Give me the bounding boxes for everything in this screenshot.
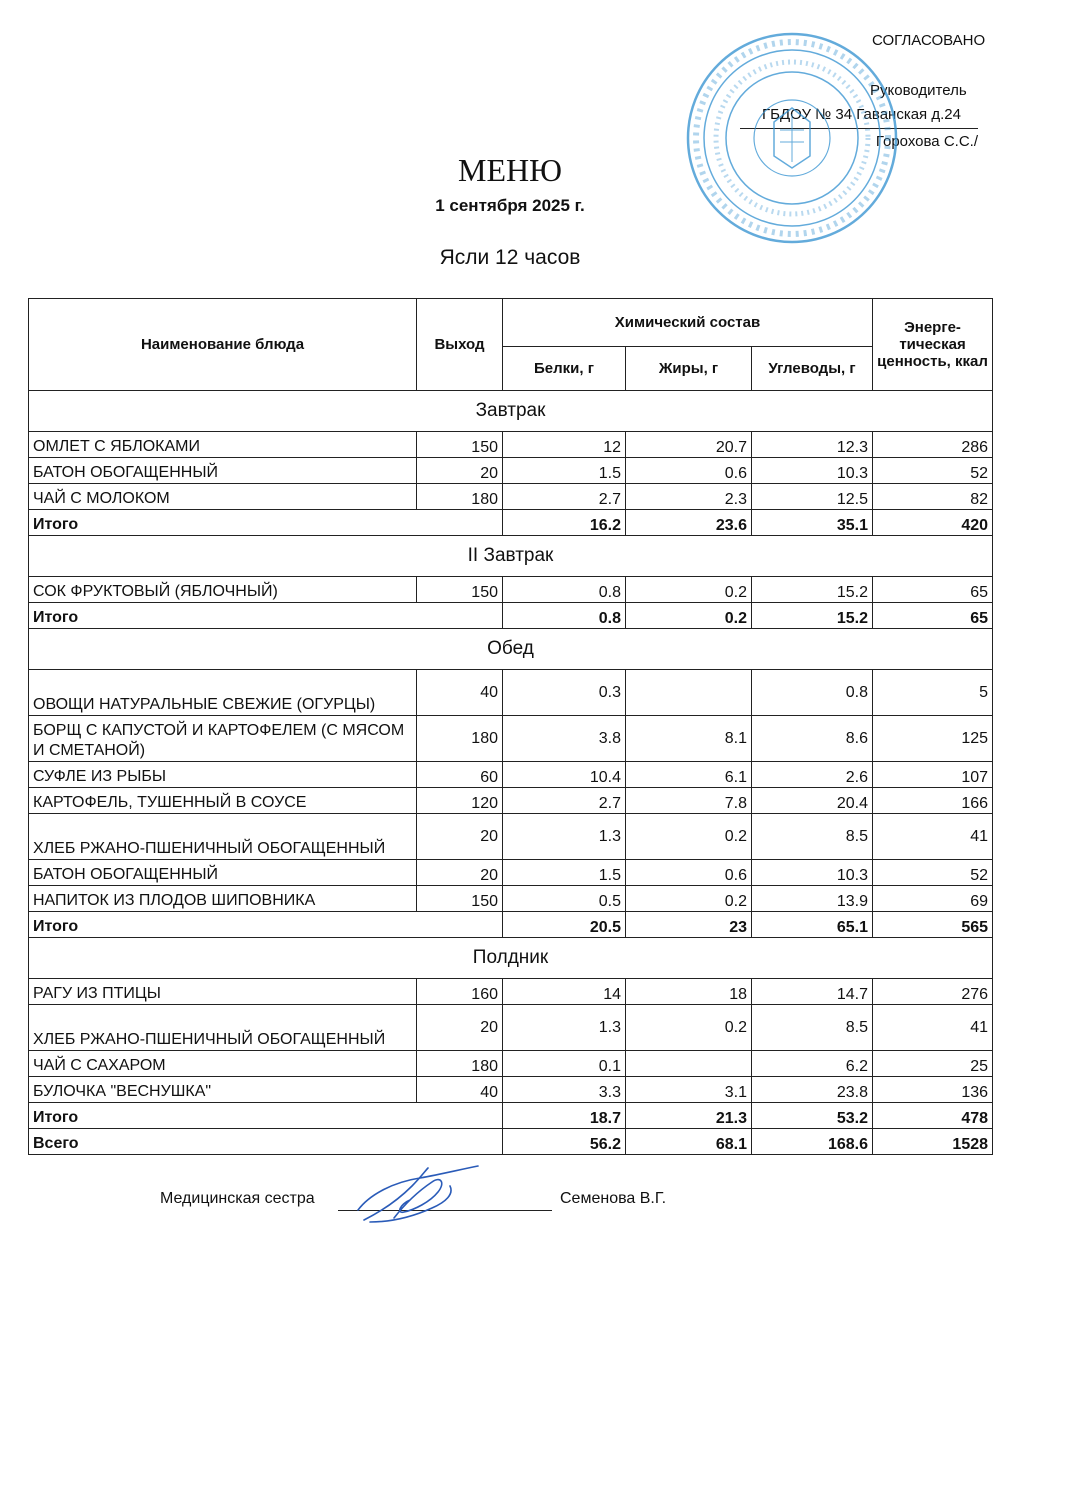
dish-protein: 0.1 — [503, 1051, 626, 1077]
header-energy: Энерге-тическая ценность, ккал — [873, 299, 993, 391]
dish-protein: 1.3 — [503, 1005, 626, 1051]
dish-fat: 0.6 — [626, 458, 752, 484]
subtotal-carbs: 35.1 — [752, 510, 873, 536]
dish-carbs: 13.9 — [752, 886, 873, 912]
subtotal-fat: 23.6 — [626, 510, 752, 536]
dish-yield: 150 — [417, 886, 503, 912]
table-row — [29, 1077, 993, 1103]
dish-energy: 41 — [873, 814, 993, 860]
dish-fat: 2.3 — [626, 484, 752, 510]
menu-table — [28, 298, 993, 1155]
dish-yield: 120 — [417, 788, 503, 814]
dish-yield: 180 — [417, 484, 503, 510]
dish-energy: 25 — [873, 1051, 993, 1077]
subtotal-label: Итого — [29, 603, 503, 629]
header-composition: Химический состав — [503, 299, 873, 347]
dish-energy: 52 — [873, 458, 993, 484]
approval-position: Руководитель — [870, 82, 967, 99]
dish-name: ХЛЕБ РЖАНО-ПШЕНИЧНЫЙ ОБОГАЩЕННЫЙ — [29, 814, 417, 860]
table-row — [29, 577, 993, 603]
dish-fat: 3.1 — [626, 1077, 752, 1103]
dish-carbs: 8.5 — [752, 814, 873, 860]
header-yield: Выход — [417, 299, 503, 391]
dish-name: ОВОЩИ НАТУРАЛЬНЫЕ СВЕЖИЕ (ОГУРЦЫ) — [29, 670, 417, 716]
dish-name: ОМЛЕТ С ЯБЛОКАМИ — [29, 432, 417, 458]
header-dish-name: Наименование блюда — [29, 299, 417, 391]
dish-carbs: 8.5 — [752, 1005, 873, 1051]
header-protein: Белки, г — [503, 347, 626, 391]
dish-protein: 12 — [503, 432, 626, 458]
dish-energy: 136 — [873, 1077, 993, 1103]
dish-energy: 286 — [873, 432, 993, 458]
dish-name: ЧАЙ С МОЛОКОМ — [29, 484, 417, 510]
dish-fat: 20.7 — [626, 432, 752, 458]
dish-protein: 10.4 — [503, 762, 626, 788]
dish-energy: 65 — [873, 577, 993, 603]
dish-protein: 1.5 — [503, 458, 626, 484]
table-row — [29, 1051, 993, 1077]
dish-name: БОРЩ С КАПУСТОЙ И КАРТОФЕЛЕМ (С МЯСОМ И СМЕТАНОЙ) — [29, 716, 417, 762]
subtotal-row — [29, 603, 993, 629]
dish-fat: 0.2 — [626, 1005, 752, 1051]
subtotal-energy: 420 — [873, 510, 993, 536]
header-fat: Жиры, г — [626, 347, 752, 391]
subtotal-row — [29, 1103, 993, 1129]
dish-name: НАПИТОК ИЗ ПЛОДОВ ШИПОВНИКА — [29, 886, 417, 912]
age-group: Ясли 12 часов — [439, 246, 581, 269]
dish-carbs: 20.4 — [752, 788, 873, 814]
table-row — [29, 458, 993, 484]
dish-protein: 2.7 — [503, 788, 626, 814]
dish-protein: 1.5 — [503, 860, 626, 886]
grand-total-carbs: 168.6 — [752, 1129, 873, 1155]
dish-carbs: 12.3 — [752, 432, 873, 458]
dish-energy: 82 — [873, 484, 993, 510]
dish-protein: 3.3 — [503, 1077, 626, 1103]
subtotal-label: Итого — [29, 510, 503, 536]
subtotal-energy: 478 — [873, 1103, 993, 1129]
table-row — [29, 814, 993, 860]
dish-name: СОК ФРУКТОВЫЙ (ЯБЛОЧНЫЙ) — [29, 577, 417, 603]
subtotal-protein: 20.5 — [503, 912, 626, 938]
subtotal-protein: 16.2 — [503, 510, 626, 536]
dish-yield: 40 — [417, 1077, 503, 1103]
dish-fat: 0.2 — [626, 814, 752, 860]
table-row — [29, 886, 993, 912]
dish-energy: 5 — [873, 670, 993, 716]
subtotal-carbs: 15.2 — [752, 603, 873, 629]
approval-organization: ГБДОУ № 34 Гаванская д.24 — [762, 106, 961, 123]
dish-name: ЧАЙ С САХАРОМ — [29, 1051, 417, 1077]
dish-fat: 8.1 — [626, 716, 752, 762]
subtotal-label: Итого — [29, 912, 503, 938]
section-title: II Завтрак — [29, 536, 993, 577]
dish-protein: 0.5 — [503, 886, 626, 912]
table-row — [29, 762, 993, 788]
subtotal-energy: 65 — [873, 603, 993, 629]
dish-protein: 3.8 — [503, 716, 626, 762]
dish-name: БАТОН ОБОГАЩЕННЫЙ — [29, 458, 417, 484]
dish-name: БУЛОЧКА "ВЕСНУШКА" — [29, 1077, 417, 1103]
dish-carbs: 15.2 — [752, 577, 873, 603]
dish-yield: 20 — [417, 458, 503, 484]
grand-total-label: Всего — [29, 1129, 503, 1155]
table-row — [29, 860, 993, 886]
grand-total-energy: 1528 — [873, 1129, 993, 1155]
dish-carbs: 2.6 — [752, 762, 873, 788]
dish-carbs: 14.7 — [752, 979, 873, 1005]
subtotal-row — [29, 912, 993, 938]
dish-carbs: 10.3 — [752, 860, 873, 886]
dish-fat: 18 — [626, 979, 752, 1005]
dish-name: РАГУ ИЗ ПТИЦЫ — [29, 979, 417, 1005]
dish-energy: 276 — [873, 979, 993, 1005]
dish-energy: 69 — [873, 886, 993, 912]
dish-fat: 0.2 — [626, 577, 752, 603]
dish-name: КАРТОФЕЛЬ, ТУШЕННЫЙ В СОУСЕ — [29, 788, 417, 814]
grand-total-fat: 68.1 — [626, 1129, 752, 1155]
dish-energy: 125 — [873, 716, 993, 762]
subtotal-fat: 21.3 — [626, 1103, 752, 1129]
document-title: МЕНЮ — [458, 152, 562, 188]
dish-yield: 150 — [417, 432, 503, 458]
dish-carbs: 12.5 — [752, 484, 873, 510]
dish-yield: 20 — [417, 814, 503, 860]
subtotal-fat: 0.2 — [626, 603, 752, 629]
dish-protein: 0.8 — [503, 577, 626, 603]
section-title: Завтрак — [29, 391, 993, 432]
dish-protein: 14 — [503, 979, 626, 1005]
dish-yield: 40 — [417, 670, 503, 716]
dish-name: БАТОН ОБОГАЩЕННЫЙ — [29, 860, 417, 886]
dish-name: ХЛЕБ РЖАНО-ПШЕНИЧНЫЙ ОБОГАЩЕННЫЙ — [29, 1005, 417, 1051]
dish-fat — [626, 1051, 752, 1077]
dish-energy: 107 — [873, 762, 993, 788]
approval-title: СОГЛАСОВАНО — [872, 32, 986, 49]
dish-fat: 0.2 — [626, 886, 752, 912]
official-stamp-icon — [684, 30, 900, 246]
signature-role: Медицинская сестра — [160, 1190, 315, 1207]
grand-total-protein: 56.2 — [503, 1129, 626, 1155]
subtotal-protein: 0.8 — [503, 603, 626, 629]
dish-carbs: 0.8 — [752, 670, 873, 716]
table-row — [29, 432, 993, 458]
table-row — [29, 788, 993, 814]
dish-yield: 150 — [417, 577, 503, 603]
dish-carbs: 6.2 — [752, 1051, 873, 1077]
dish-yield: 20 — [417, 1005, 503, 1051]
dish-yield: 180 — [417, 716, 503, 762]
dish-fat: 0.6 — [626, 860, 752, 886]
subtotal-carbs: 65.1 — [752, 912, 873, 938]
dish-yield: 180 — [417, 1051, 503, 1077]
handwritten-signature-icon — [350, 1160, 490, 1232]
dish-protein: 2.7 — [503, 484, 626, 510]
dish-fat: 7.8 — [626, 788, 752, 814]
table-row — [29, 670, 993, 716]
dish-carbs: 23.8 — [752, 1077, 873, 1103]
dish-fat: 6.1 — [626, 762, 752, 788]
dish-yield: 60 — [417, 762, 503, 788]
dish-protein: 0.3 — [503, 670, 626, 716]
dish-energy: 166 — [873, 788, 993, 814]
subtotal-fat: 23 — [626, 912, 752, 938]
subtotal-protein: 18.7 — [503, 1103, 626, 1129]
subtotal-label: Итого — [29, 1103, 503, 1129]
dish-yield: 160 — [417, 979, 503, 1005]
dish-energy: 41 — [873, 1005, 993, 1051]
grand-total-row — [29, 1129, 993, 1155]
table-row — [29, 979, 993, 1005]
dish-protein: 1.3 — [503, 814, 626, 860]
subtotal-carbs: 53.2 — [752, 1103, 873, 1129]
subtotal-row — [29, 510, 993, 536]
signature-name: Семенова В.Г. — [560, 1190, 667, 1207]
dish-fat — [626, 670, 752, 716]
section-title: Полдник — [29, 938, 993, 979]
dish-carbs: 8.6 — [752, 716, 873, 762]
header-carbs: Углеводы, г — [752, 347, 873, 391]
menu-date: 1 сентября 2025 г. — [435, 196, 585, 215]
subtotal-energy: 565 — [873, 912, 993, 938]
dish-energy: 52 — [873, 860, 993, 886]
table-row — [29, 484, 993, 510]
dish-name: СУФЛЕ ИЗ РЫБЫ — [29, 762, 417, 788]
table-row — [29, 1005, 993, 1051]
table-row — [29, 716, 993, 762]
dish-yield: 20 — [417, 860, 503, 886]
approval-signatory: Горохова С.С./ — [740, 128, 978, 153]
dish-carbs: 10.3 — [752, 458, 873, 484]
section-title: Обед — [29, 629, 993, 670]
